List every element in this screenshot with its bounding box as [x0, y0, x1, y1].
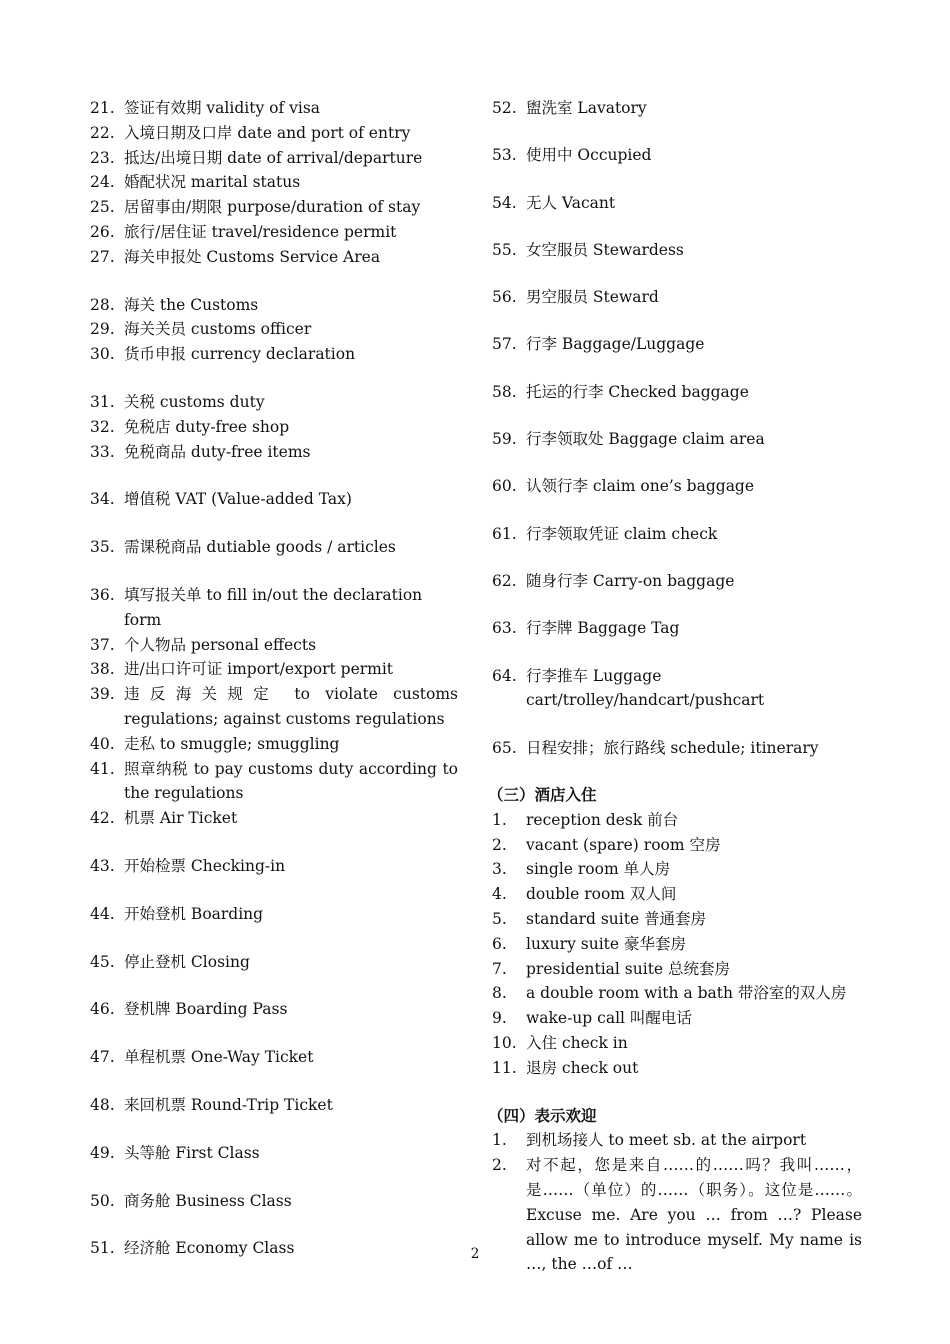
list-item: 56. 男空服员 Steward [492, 285, 862, 310]
term-text: 抵达/出境日期 date of arrival/departure [124, 148, 423, 167]
list-item: 58. 托运的行李 Checked baggage [492, 380, 862, 405]
term-text: vacant (spare) room 空房 [526, 835, 721, 854]
term-text: luxury suite 豪华套房 [526, 934, 686, 953]
term-text: 行李 Baggage/Luggage [526, 335, 705, 354]
term-text: 违反海关规定 to violate customs regulations; against customs regulations [124, 685, 458, 728]
list-item: 22. 入境日期及口岸 date and port of entry [90, 121, 458, 146]
list-item: 6. luxury suite 豪华套房 [492, 932, 862, 957]
term-text: 婚配状况 marital status [124, 173, 301, 192]
list-item: 45. 停止登机 Closing [90, 950, 458, 975]
list-item: 27. 海关申报处 Customs Service Area [90, 245, 458, 270]
term-text: 填写报关单 to fill in/out the declaration form [124, 585, 423, 629]
term-text: 盥洗室 Lavatory [526, 99, 647, 117]
list-item: 5. standard suite 普通套房 [492, 907, 862, 932]
list-item: 8. a double room with a bath 带浴室的双人房 [492, 981, 862, 1006]
right-column [488, 96, 862, 1277]
term-text: 需课税商品 dutiable goods / articles [124, 538, 396, 557]
term-text: standard suite 普通套房 [526, 909, 707, 928]
term-text: 走私 to smuggle; smuggling [124, 734, 340, 753]
term-text: 无人 Vacant [526, 193, 616, 212]
term-text: 头等舱 First Class [124, 1143, 260, 1162]
list-item: 7. presidential suite 总统套房 [492, 957, 862, 982]
list-item: 41. 照章纳税 to pay customs duty according to the regulations [90, 757, 458, 807]
term-text: 行李领取凭证 claim check [526, 524, 718, 543]
list-item: 36. 填写报关单 to fill in/out the declaration form [90, 583, 458, 633]
term-text: 经济舱 Economy Class [124, 1239, 295, 1258]
list-item: 48. 来回机票 Round-Trip Ticket [90, 1093, 458, 1118]
list-item: 43. 开始检票 Checking-in [90, 854, 458, 879]
term-text: 女空服员 Stewardess [526, 240, 684, 259]
section-heading-hotel: （三）酒店入住 [488, 784, 597, 804]
list-item: 1. reception desk 前台 [492, 808, 862, 833]
list-item: 61. 行李领取凭证 claim check [492, 522, 862, 547]
term-text: 入境日期及口岸 date and port of entry [124, 123, 411, 142]
term-text: double room 双人间 [526, 885, 677, 904]
list-item: 44. 开始登机 Boarding [90, 902, 458, 927]
list-item: 46. 登机牌 Boarding Pass [90, 997, 458, 1022]
list-item: 2. 对不起，您是来自……的……吗？我叫……，是……（单位）的……（职务）。这位是……。Excuse me. Are you … from …? Please allow me to introduce myself. My name is …, the …of … [492, 1153, 862, 1277]
list-item: 40. 走私 to smuggle; smuggling [90, 732, 458, 757]
list-item: 3. single room 单人房 [492, 857, 862, 882]
section-heading-welcome: （四）表示欢迎 [488, 1105, 597, 1125]
term-text: 使用中 Occupied [526, 146, 652, 165]
list-item: 35. 需课税商品 dutiable goods / articles [90, 535, 458, 560]
term-text: 日程安排；旅行路线 schedule; itinerary [526, 738, 819, 757]
list-item: 51. 经济舱 Economy Class [90, 1236, 458, 1261]
term-text: 行李推车 Luggage cart/trolley/handcart/pushcart [526, 666, 765, 710]
list-item: 2. vacant (spare) room 空房 [492, 833, 862, 858]
list-item: 60. 认领行李 claim one’s baggage [492, 474, 862, 499]
list-item: 11. 退房 check out [492, 1056, 862, 1081]
term-text: 男空服员 Steward [526, 288, 659, 307]
list-item: 65. 日程安排；旅行路线 schedule; itinerary [492, 736, 862, 761]
list-item: 37. 个人物品 personal effects [90, 633, 458, 658]
list-item: 57. 行李 Baggage/Luggage [492, 332, 862, 357]
list-item: 64. 行李推车 Luggage cart/trolley/handcart/pushcart [492, 664, 862, 714]
term-text: 托运的行李 Checked baggage [526, 382, 749, 401]
term-text: a double room with a bath 带浴室的双人房 [526, 984, 847, 1003]
term-text: 货币申报 currency declaration [124, 345, 356, 364]
list-item: 31. 关税 customs duty [90, 390, 458, 415]
term-text: 对不起，您是来自……的……吗？我叫……，是……（单位）的……（职务）。这位是……。Excuse me. Are you … from …? Please allow me to introduce myself. My name is …, the …of … [526, 1156, 862, 1274]
list-item: 63. 行李牌 Baggage Tag [492, 616, 862, 641]
list-item: 25. 居留事由/期限 purpose/duration of stay [90, 195, 458, 220]
term-text: 行李牌 Baggage Tag [526, 619, 680, 638]
list-item: 26. 旅行/居住证 travel/residence permit [90, 220, 458, 245]
list-item: 23. 抵达/出境日期 date of arrival/departure [90, 146, 458, 171]
list-item: 28. 海关 the Customs [90, 293, 458, 318]
list-item: 50. 商务舱 Business Class [90, 1189, 458, 1214]
term-text: 签证有效期 validity of visa [124, 99, 321, 117]
list-item: 39. 违反海关规定 to violate customs regulations; against customs regulations [90, 682, 458, 732]
term-text: 免税店 duty-free shop [124, 417, 290, 436]
term-text: 关税 customs duty [124, 392, 265, 411]
list-item: 53. 使用中 Occupied [492, 143, 862, 168]
list-item: 1. 到机场接人 to meet sb. at the airport [492, 1128, 862, 1153]
list-item: 21. 签证有效期 validity of visa [90, 96, 458, 121]
page-number: 2 [470, 1246, 480, 1262]
term-text: 到机场接人 to meet sb. at the airport [526, 1131, 807, 1150]
term-text: 商务舱 Business Class [124, 1191, 292, 1210]
term-text: reception desk 前台 [526, 810, 679, 829]
term-text: wake-up call 叫醒电话 [526, 1009, 692, 1028]
list-item: 49. 头等舱 First Class [90, 1141, 458, 1166]
term-text: 登机牌 Boarding Pass [124, 1000, 288, 1019]
list-item: 9. wake-up call 叫醒电话 [492, 1006, 862, 1031]
term-text: 免税商品 duty-free items [124, 442, 311, 461]
term-text: 海关申报处 Customs Service Area [124, 247, 381, 266]
list-item: 30. 货币申报 currency declaration [90, 342, 458, 367]
term-text: 入住 check in [526, 1033, 628, 1052]
term-text: 单程机票 One-Way Ticket [124, 1048, 314, 1067]
term-text: 海关 the Customs [124, 295, 259, 314]
list-item: 24. 婚配状况 marital status [90, 170, 458, 195]
term-text: 进/出口许可证 import/export permit [124, 660, 394, 679]
list-item: 54. 无人 Vacant [492, 191, 862, 216]
list-item: 47. 单程机票 One-Way Ticket [90, 1045, 458, 1070]
term-text: single room 单人房 [526, 860, 671, 879]
list-item: 42. 机票 Air Ticket [90, 806, 458, 831]
term-text: 增值税 VAT (Value-added Tax) [124, 490, 352, 509]
term-text: 认领行李 claim one’s baggage [526, 477, 755, 496]
list-item: 55. 女空服员 Stewardess [492, 238, 862, 263]
term-text: presidential suite 总统套房 [526, 959, 731, 978]
term-text: 开始检票 Checking-in [124, 856, 286, 875]
term-text: 个人物品 personal effects [124, 635, 317, 654]
list-item: 4. double room 双人间 [492, 882, 862, 907]
term-text: 居留事由/期限 purpose/duration of stay [124, 198, 421, 217]
term-text: 开始登机 Boarding [124, 904, 264, 923]
list-item: 59. 行李领取处 Baggage claim area [492, 427, 862, 452]
list-item: 38. 进/出口许可证 import/export permit [90, 657, 458, 682]
list-item: 62. 随身行李 Carry-on baggage [492, 569, 862, 594]
term-text: 停止登机 Closing [124, 952, 250, 971]
list-item: 34. 增值税 VAT (Value-added Tax) [90, 487, 458, 512]
list-item: 32. 免税店 duty-free shop [90, 415, 458, 440]
term-text: 行李领取处 Baggage claim area [526, 430, 765, 449]
list-item: 29. 海关关员 customs officer [90, 317, 458, 342]
term-text: 海关关员 customs officer [124, 320, 312, 339]
term-text: 随身行李 Carry-on baggage [526, 571, 735, 590]
left-column [90, 96, 458, 1261]
term-text: 来回机票 Round-Trip Ticket [124, 1095, 333, 1114]
term-text: 机票 Air Ticket [124, 809, 238, 828]
term-text: 照章纳税 to pay customs duty according to the regulations [124, 759, 458, 803]
list-item: 52. 盥洗室 Lavatory [492, 96, 862, 121]
list-item: 10. 入住 check in [492, 1031, 862, 1056]
term-text: 退房 check out [526, 1058, 639, 1077]
list-item: 33. 免税商品 duty-free items [90, 440, 458, 465]
term-text: 旅行/居住证 travel/residence permit [124, 222, 397, 241]
